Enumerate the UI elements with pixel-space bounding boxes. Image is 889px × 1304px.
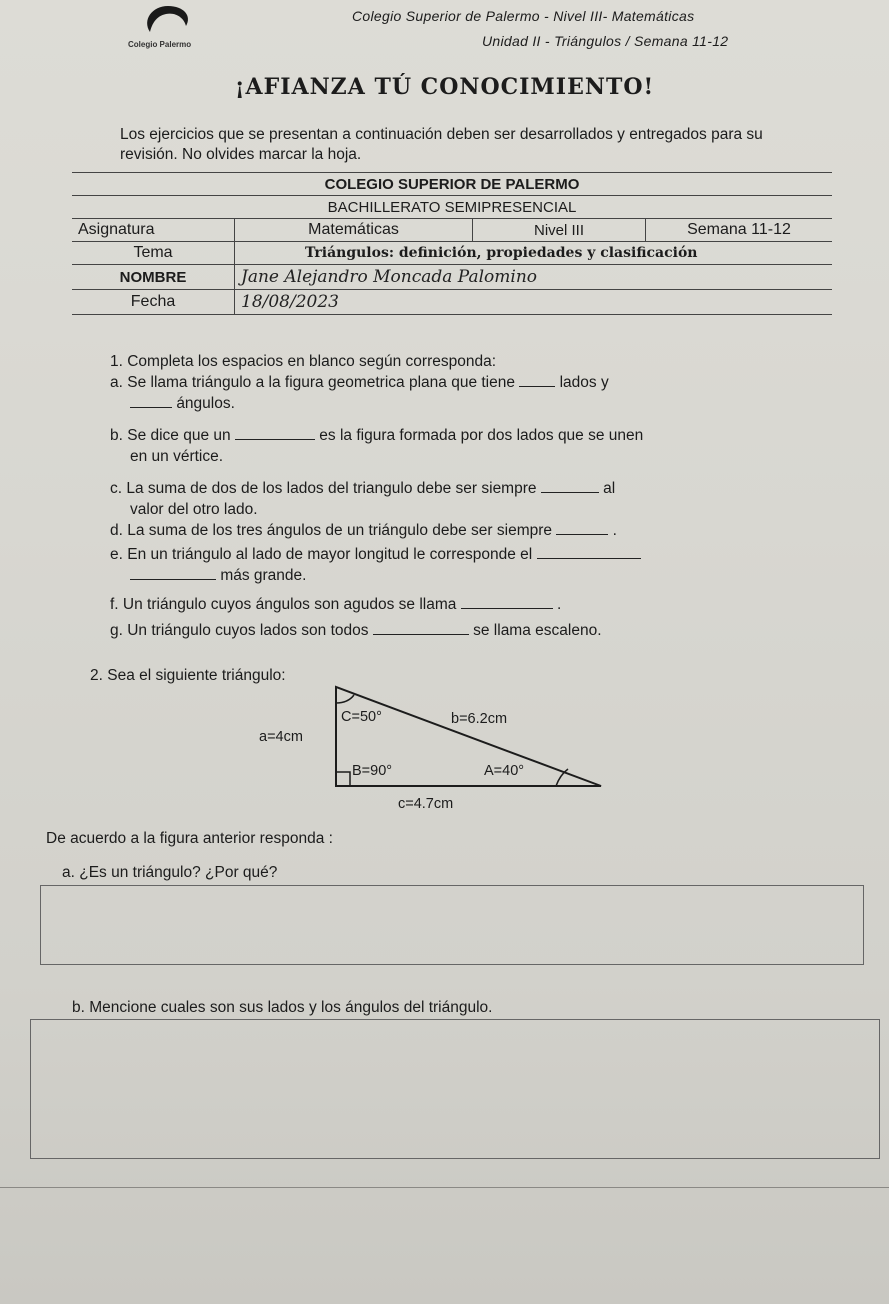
nombre-label: NOMBRE: [72, 265, 235, 290]
q1f-blank[interactable]: [461, 596, 553, 609]
q1-item-f: [110, 595, 561, 614]
q1c-text-3: valor del otro lado.: [130, 501, 258, 518]
side-b-label: b=6.2cm: [451, 711, 508, 727]
angle-c-label: C=50°: [341, 709, 382, 725]
q1e-text: e. En un triángulo al lado de mayor longitud le corresponde el: [110, 546, 533, 563]
school-name: COLEGIO SUPERIOR DE PALERMO: [72, 173, 832, 196]
q1f-text-2: .: [557, 596, 562, 613]
q1b-text: b. Se dice que un: [110, 427, 231, 444]
q1c-text-2: al: [603, 480, 616, 497]
tema-value: Triángulos: definición, propiedades y clasificación: [235, 242, 833, 265]
q1c-text: c. La suma de dos de los lados del triangulo debe ser siempre: [110, 480, 537, 497]
semana-value: Semana 11-12: [646, 219, 833, 242]
q2a-question: a. ¿Es un triángulo? ¿Por qué?: [62, 864, 278, 881]
q2-title: 2. Sea el siguiente triángulo:: [90, 667, 286, 684]
q1a-text: a. Se llama triángulo a la figura geometrica plana que tiene: [110, 374, 515, 391]
program-name: BACHILLERATO SEMIPRESENCIAL: [72, 196, 832, 219]
q1-item-c: [110, 479, 615, 498]
q1-item-e-cont: [130, 566, 306, 585]
q1-title: 1. Completa los espacios en blanco según corresponda:: [110, 353, 497, 370]
q1a-blank-1[interactable]: [519, 374, 555, 387]
asignatura-label: Asignatura: [72, 219, 235, 242]
q1b-text-2: es la figura formada por dos lados que se unen: [319, 427, 644, 444]
nombre-value[interactable]: Jane Alejandro Moncada Palomino: [235, 265, 833, 290]
asignatura-value: Matemáticas: [235, 219, 473, 242]
q1c-blank[interactable]: [541, 480, 599, 493]
q1-item-d: [110, 521, 617, 540]
q1g-blank[interactable]: [373, 622, 469, 635]
angle-b-label: B=90°: [352, 763, 393, 779]
q1a-text-3: ángulos.: [176, 395, 235, 412]
q1e-blank-1[interactable]: [537, 546, 641, 559]
q1d-blank[interactable]: [556, 522, 608, 535]
q1b-text-3: en un vértice.: [130, 448, 224, 465]
q1d-text-2: .: [612, 522, 617, 539]
q1a-blank-2[interactable]: [130, 395, 172, 408]
q1-item-a: [110, 373, 609, 392]
q1e-blank-2[interactable]: [130, 567, 216, 580]
q1f-text: f. Un triángulo cuyos ángulos son agudos se llama: [110, 596, 457, 613]
q2-instruction: De acuerdo a la figura anterior responda :: [46, 830, 333, 847]
q2b-answer-box[interactable]: [30, 1019, 880, 1159]
q1a-text-2: lados y: [559, 374, 609, 391]
nivel-value: Nivel III: [473, 219, 646, 242]
q1-item-e: [110, 545, 641, 564]
header-line-1: Colegio Superior de Palermo - Nivel III- Matemáticas: [352, 8, 695, 24]
student-info-table: [72, 172, 832, 315]
page-edge-line: [0, 1187, 889, 1188]
q1g-text: g. Un triángulo cuyos lados son todos: [110, 622, 369, 639]
fecha-value[interactable]: 18/08/2023: [235, 290, 833, 315]
intro-text: Los ejercicios que se presentan a continuación deben ser desarrollados y entregados para su revisión. No olvides marcar la hoja.: [120, 126, 763, 163]
side-c-label: c=4.7cm: [398, 796, 454, 812]
q1g-text-2: se llama escaleno.: [473, 622, 602, 639]
school-logo: [140, 2, 194, 40]
page-title: ¡AFIANZA TÚ CONOCIMIENTO!: [234, 74, 655, 100]
q1d-text: d. La suma de los tres ángulos de un triángulo debe ser siempre: [110, 522, 553, 539]
logo-text: Colegio Palermo: [128, 40, 192, 49]
q1e-text-2: más grande.: [220, 567, 307, 584]
q1b-blank[interactable]: [235, 427, 315, 440]
q2a-answer-box[interactable]: [40, 885, 864, 965]
fecha-label: Fecha: [72, 290, 235, 315]
q1-item-a-cont: [130, 394, 235, 413]
q1-item-b: [110, 426, 643, 445]
q2b-question: b. Mencione cuales son sus lados y los ángulos del triángulo.: [72, 999, 493, 1016]
side-a-label: a=4cm: [259, 729, 303, 745]
q1-item-g: [110, 621, 602, 640]
header-line-2: Unidad II - Triángulos / Semana 11-12: [482, 33, 729, 49]
tema-label: Tema: [72, 242, 235, 265]
angle-a-label: A=40°: [484, 763, 525, 779]
